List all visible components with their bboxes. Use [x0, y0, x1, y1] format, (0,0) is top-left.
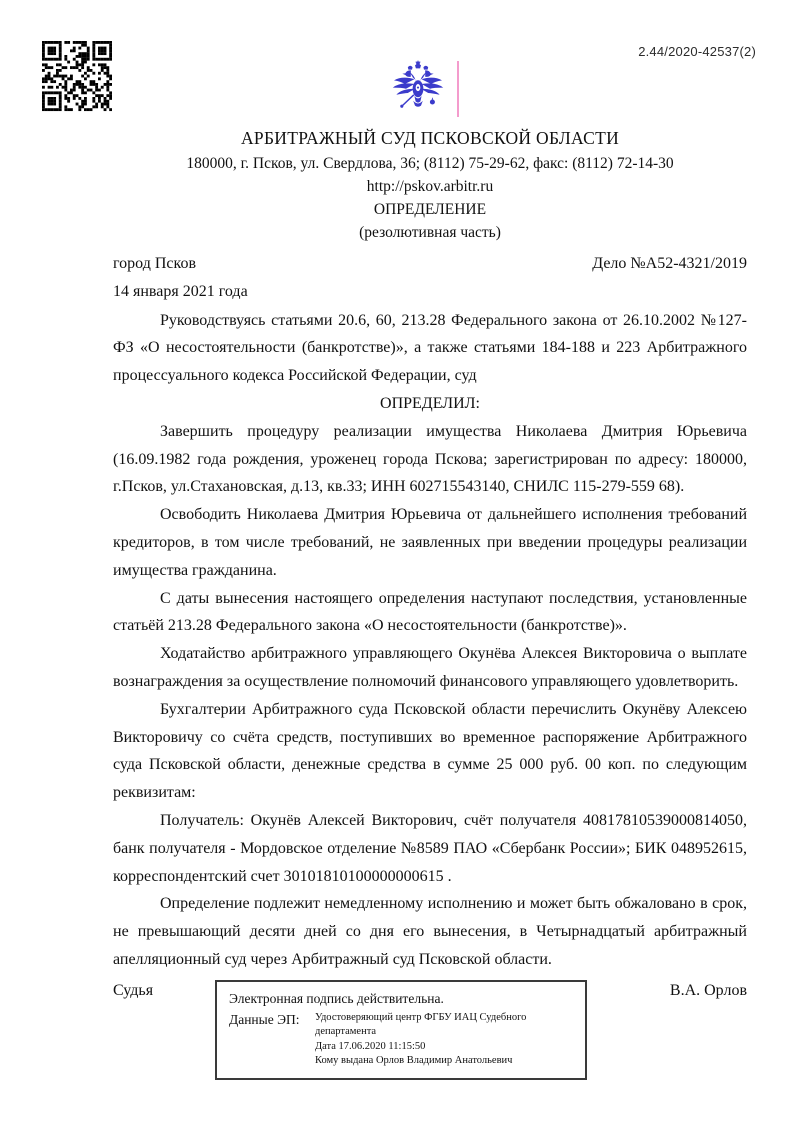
court-name: АРБИТРАЖНЫЙ СУД ПСКОВСКОЙ ОБЛАСТИ — [240, 128, 620, 148]
document-body — [113, 307, 747, 974]
stamp-data-block — [229, 1011, 575, 1069]
electronic-signature-stamp — [215, 980, 587, 1080]
signature-row — [113, 980, 747, 1080]
document-subtype: (резолютивная часть) — [359, 224, 501, 241]
body-paragraph: Получатель: Окунёв Алексей Викторович, счёт получателя 40817810539000814050, банк получателя - Мордовское отделение №8589 ПАО «Сбербанк России»; БИК 048952615, корреспондентский счет 30101810100000000615 . — [113, 811, 747, 885]
case-date: 14 января 2021 года — [113, 282, 248, 300]
body-paragraph: Освободить Николаева Дмитрия Юрьевича от дальнейшего исполнения требований кредиторов, в том числе требований, не заявленных при введении процедуры реализации имущества гражданина. — [113, 506, 747, 579]
body-paragraph: Бухгалтерии Арбитражного суда Псковской области перечислить Окунёву Алексею Викторовичу со счёта средств, поступивших во временное распоряжение Арбитражного суда Псковской области, денежные средства в сумме 25 000 руб. 00 коп. по следующим реквизитам: — [113, 700, 747, 802]
body-paragraph: Определение подлежит немедленному исполнению и может быть обжаловано в срок, не превышающий десяти дней со дня его вынесения, в Четырнадцатый арбитражный апелляционный суд через Арбитражный суд Псковской области. — [113, 895, 747, 968]
stamp-detail-line: Кому выдана Орлов Владимир Анатольевич — [315, 1055, 513, 1067]
stamp-detail-line: Дата 17.06.2020 11:15:50 — [315, 1040, 426, 1052]
stamp-detail-line: Удостоверяющий центр ФГБУ ИАЦ Судебного департамента — [315, 1011, 527, 1038]
stamp-details — [315, 1011, 565, 1069]
case-meta-row — [113, 250, 747, 278]
stamp-data-label: Данные ЭП: — [229, 1011, 300, 1027]
document-number: 2.44/2020-42537(2) — [638, 44, 756, 59]
judge-name: В.А. Орлов — [669, 981, 747, 999]
court-address: 180000, г. Псков, ул. Свердлова, 36; (8112) 75-29-62, факс: (8112) 72-14-30 — [186, 155, 674, 172]
body-paragraph: Ходатайство арбитражного управляющего Окунёва Алексея Викторовича о выплате вознаграждения за осуществление полномочий финансового управляющего удовлетворить. — [113, 645, 747, 690]
body-paragraph: С даты вынесения настоящего определения наступают последствия, установленные статьёй 213.28 Федерального закона «О несостоятельности (банкротстве)». — [113, 589, 747, 635]
case-city: город Псков — [113, 255, 197, 272]
preamble-paragraph: Руководствуясь статьями 20.6, 60, 213.28 Федерального закона от 26.10.2002 №127-ФЗ «О несостоятельности (банкротстве)», а также статьями 184-188 и 223 Арбитражного процессуального кодекса Российской Федерации, суд — [113, 311, 747, 385]
document-content — [113, 0, 747, 1080]
document-type: ОПРЕДЕЛЕНИЕ — [373, 201, 487, 218]
case-number: Дело №А52-4321/2019 — [592, 255, 747, 272]
stamp-validity-text: Электронная подпись действительна. — [229, 990, 444, 1006]
body-paragraph: Завершить процедуру реализации имущества Николаева Дмитрия Юрьевича (16.09.1982 года рождения, уроженец города Пскова; зарегистрирован по адресу: 180000, г.Псков, ул.Стахановская, д.13, кв.33; ИНН 602715543140, СНИЛС 115-279-559 68). — [113, 422, 747, 496]
court-website: http://pskov.arbitr.ru — [366, 178, 494, 195]
qr-code-icon — [42, 40, 112, 112]
judge-label: Судья — [113, 981, 154, 999]
resolution-heading: ОПРЕДЕЛИЛ: — [380, 394, 480, 412]
